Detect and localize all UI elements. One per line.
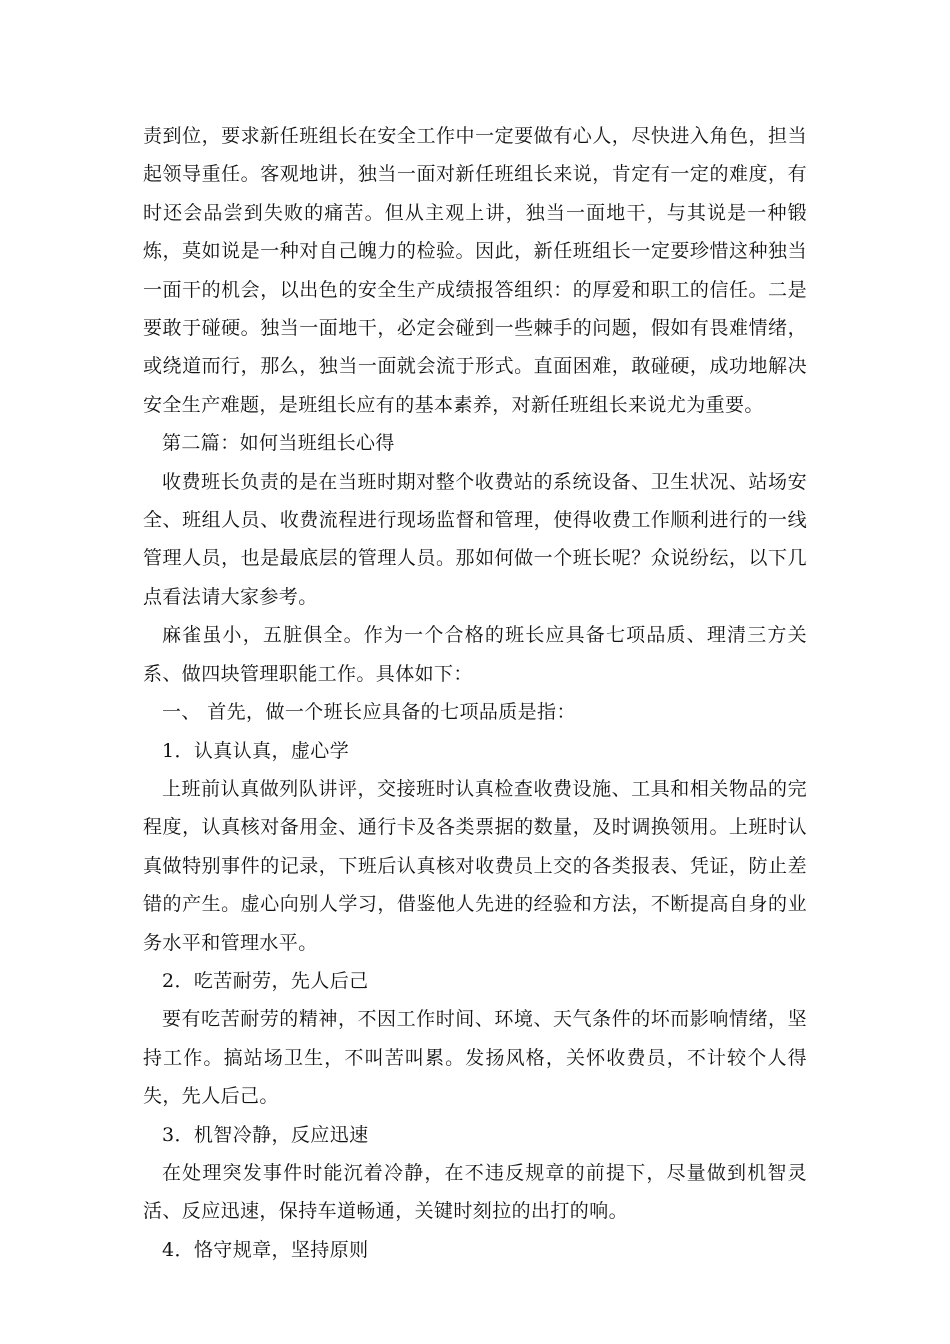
document-body	[143, 117, 807, 1269]
item-heading-3: 3．机智冷静，反应迅速	[162, 1123, 369, 1146]
list-heading-qualities: 一、 首先，做一个班长应具备的七项品质是指：	[162, 701, 576, 724]
section-title: 第二篇：如何当班组长心得	[162, 432, 395, 455]
item-body-3: 在处理突发事件时能沉着冷静，在不违反规章的前提下，尽量做到机智灵活、反应迅速，保持车道畅通，关键时刻拉的出打的响。	[143, 1161, 807, 1223]
item-heading-1: 1．认真认真，虚心学	[162, 739, 350, 762]
paragraph-overview: 麻雀虽小，五脏俱全。作为一个合格的班长应具备七项品质、理清三方关系、做四块管理职能工作。具体如下：	[143, 624, 807, 685]
paragraph-intro: 收费班长负责的是在当班时期对整个收费站的系统设备、卫生状况、站场安全、班组人员、收费流程进行现场监督和管理，使得收费工作顺利进行的一线管理人员，也是最底层的管理人员。那如何做一个班长呢？众说纷纭，以下几点看法请大家参考。	[143, 470, 807, 608]
item-heading-2: 2．吃苦耐劳，先人后己	[162, 969, 369, 992]
paragraph-continuation: 责到位，要求新任班组长在安全工作中一定要做有心人，尽快进入角色，担当起领导重任。客观地讲，独当一面对新任班组长来说，肯定有一定的难度，有时还会品尝到失败的痛苦。但从主观上讲，独当一面地干，与其说是一种锻炼，莫如说是一种对自己魄力的检验。因此，新任班组长一定要珍惜这种独当一面干的机会，以出色的安全生产成绩报答组织：的厚爱和职工的信任。二是要敢于碰硬。独当一面地干，必定会碰到一些棘手的问题，假如有畏难情绪，或绕道而行，那么，独当一面就会流于形式。直面困难，敢碰硬，成功地解决安全生产难题，是班组长应有的基本素养，对新任班组长来说尤为重要。	[143, 125, 807, 416]
item-heading-4: 4．恪守规章，坚持原则	[162, 1238, 369, 1261]
item-body-1: 上班前认真做列队讲评，交接班时认真检查收费设施、工具和相关物品的完程度，认真核对备用金、通行卡及各类票据的数量，及时调换领用。上班时认真做特别事件的记录，下班后认真核对收费员上交的各类报表、凭证，防止差错的产生。虚心向别人学习，借鉴他人先进的经验和方法，不断提高自身的业务水平和管理水平。	[143, 777, 807, 954]
item-body-2: 要有吃苦耐劳的精神，不因工作时间、环境、天气条件的坏而影响情绪，坚持工作。搞站场卫生，不叫苦叫累。发扬风格，关怀收费员，不计较个人得失，先人后己。	[143, 1008, 807, 1108]
